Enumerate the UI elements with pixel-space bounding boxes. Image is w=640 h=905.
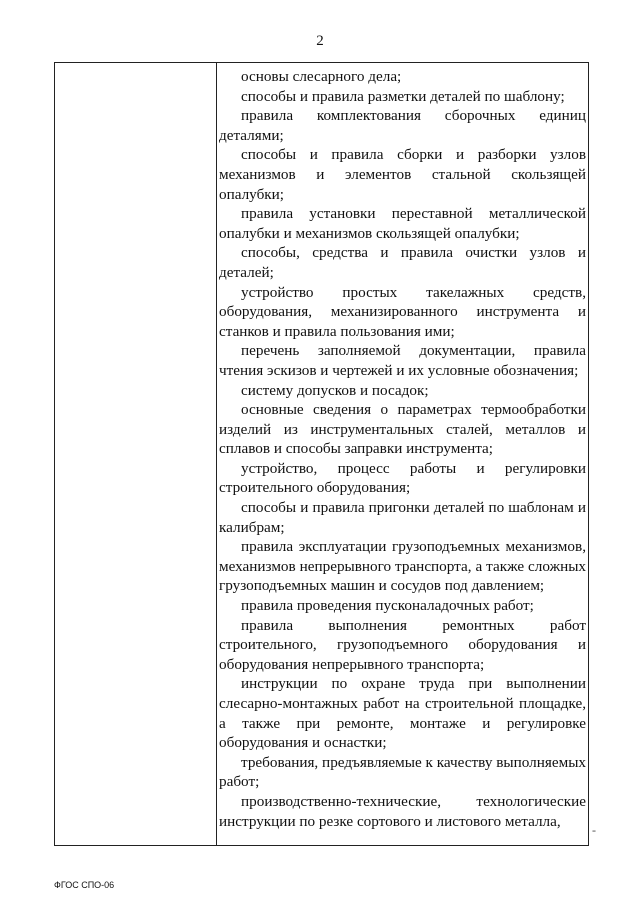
list-item: способы и правила разметки деталей по шаблону; xyxy=(241,87,565,105)
requirements-cell xyxy=(219,67,586,831)
list-item: правила комплектования сборочных единиц деталями; xyxy=(219,107,586,144)
list-item: правила проведения пусконаладочных работ; xyxy=(241,597,534,615)
list-item: инструкции по охране труда при выполнении слесарно-монтажных работ на строительной площадке, а также при ремонте, монтаже и регулировке оборудования и оснастки; xyxy=(219,675,586,752)
list-item: правила эксплуатации грузоподъемных механизмов, механизмов непрерывного транспорта, а также сложных грузоподъемных машин и сосудов под давлением; xyxy=(219,538,586,595)
list-item: основы слесарного дела; xyxy=(241,68,402,85)
list-item: перечень заполняемой документации, правила чтения эскизов и чертежей и их условные обозначения; xyxy=(219,342,586,379)
list-item: основные сведения о параметрах термообработки изделий из инструментальных сталей, металлов и сплавов и способы заправки инструмента; xyxy=(219,401,586,458)
page-number: 2 xyxy=(316,33,324,49)
column-divider xyxy=(216,63,217,845)
list-item: систему допусков и посадок; xyxy=(241,381,429,399)
list-item: правила установки переставной металлической опалубки и механизмов скользящей опалубки; xyxy=(219,205,586,242)
margin-mark: - xyxy=(592,823,596,837)
requirements-table xyxy=(54,62,589,846)
list-item: производственно-технические, технологические инструкции по резке сортового и листового металла, xyxy=(219,792,586,830)
list-item: способы и правила пригонки деталей по шаблонам и калибрам; xyxy=(219,499,586,536)
list-item: способы и правила сборки и разборки узлов механизмов и элементов стальной скользящей опалубки; xyxy=(219,146,586,203)
list-item: устройство, процесс работы и регулировки строительного оборудования; xyxy=(219,459,586,497)
footer-code: ФГОС СПО-06 xyxy=(54,880,115,890)
list-item: устройство простых такелажных средств, оборудования, механизированного инструмента и станков и правила пользования ими; xyxy=(219,283,586,340)
list-item: требования, предъявляемые к качеству выполняемых работ; xyxy=(219,753,586,791)
list-item: способы, средства и правила очистки узлов и деталей; xyxy=(219,244,586,281)
list-item: правила выполнения ремонтных работ строительного, грузоподъемного оборудования и оборудования непрерывного транспорта; xyxy=(219,616,586,673)
